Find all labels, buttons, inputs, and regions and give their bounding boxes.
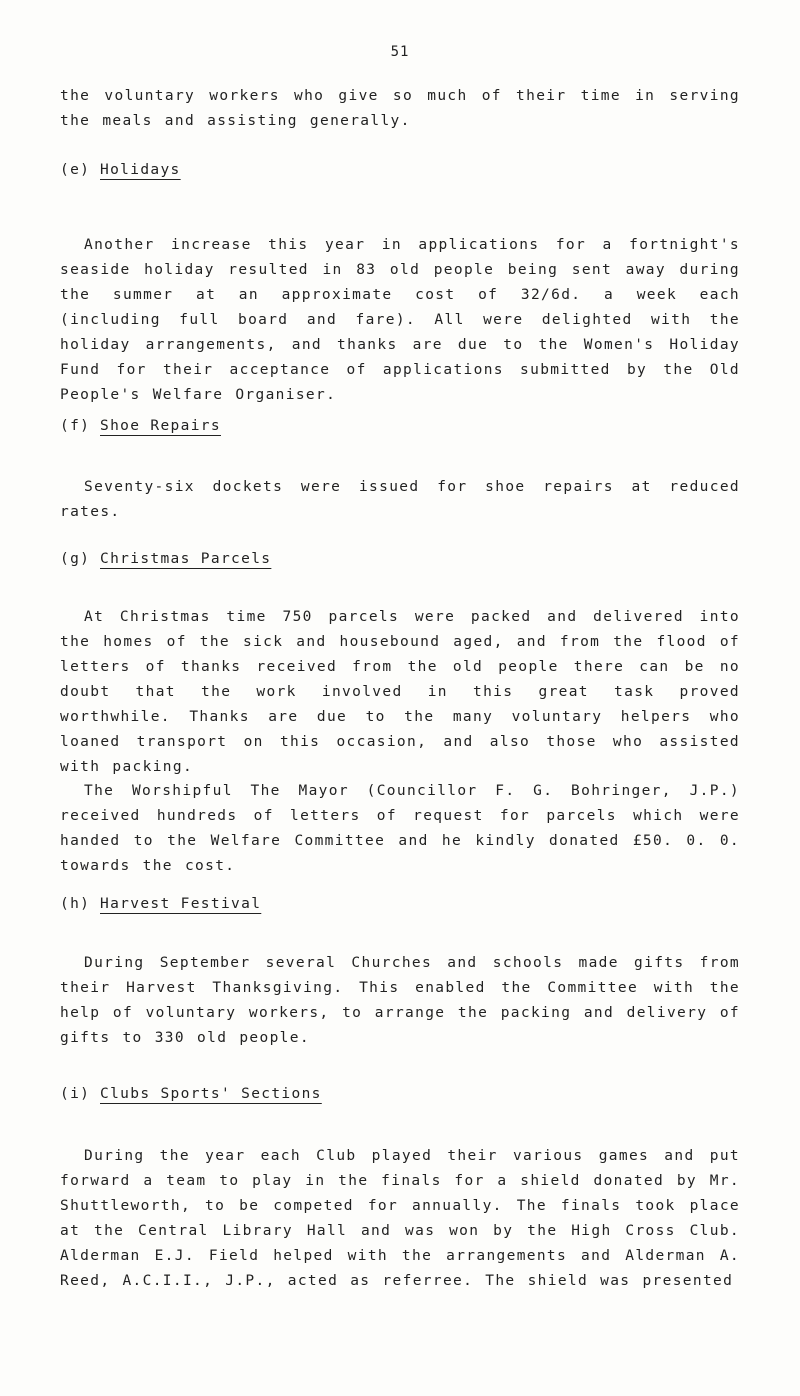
- harvest-festival-paragraph: During September several Churches and schools made gifts from their Harvest Thanksgiving. This enabled the Committee with the help of voluntary workers, to arrange the packing and delivery of gifts to 330 old people.: [60, 955, 740, 1046]
- section-title: Clubs Sports' Sections: [100, 1086, 322, 1102]
- section-letter: (f): [60, 418, 91, 434]
- page-number: 51: [390, 44, 410, 60]
- section-heading-harvest-festival: [60, 896, 261, 912]
- clubs-sports-paragraph: During the year each Club played their various games and put forward a team to play in the finals for a shield donated by Mr. Shuttleworth, to be competed for annually. The finals took place at the Central Library Hall and was won by the High Cross Club. Alderman E.J. Field helped with the arrangements and Alderman A. Reed, A.C.I.I., J.P., acted as referree. The shield was presented: [60, 1148, 740, 1289]
- section-heading-holidays: [60, 162, 181, 178]
- section-title: Shoe Repairs: [100, 418, 221, 434]
- section-letter: (h): [60, 896, 91, 912]
- section-letter: (i): [60, 1086, 91, 1102]
- section-title: Christmas Parcels: [100, 551, 272, 567]
- section-title: Holidays: [100, 162, 181, 178]
- christmas-parcels-paragraph-1: At Christmas time 750 parcels were packed and delivered into the homes of the sick and housebound aged, and from the flood of letters of thanks received from the old people there can be no doubt that the work involved in this great task proved worthwhile. Thanks are due to the many voluntary helpers who loaned transport on this occasion, and also those who assisted with packing.: [60, 609, 740, 775]
- section-heading-shoe-repairs: [60, 418, 221, 434]
- section-heading-clubs-sports: [60, 1086, 322, 1102]
- section-heading-christmas-parcels: [60, 551, 271, 567]
- section-letter: (e): [60, 162, 91, 178]
- continuation-paragraph: the voluntary workers who give so much of their time in serving the meals and assisting generally.: [60, 88, 740, 129]
- section-letter: (g): [60, 551, 91, 567]
- holidays-paragraph: Another increase this year in applications for a fortnight's seaside holiday resulted in 83 old people being sent away during the summer at an approximate cost of 32/6d. a week each (including full board and fare). All were delighted with the holiday arrangements, and thanks are due to the Women's Holiday Fund for their acceptance of applications submitted by the Old People's Welfare Organiser.: [60, 237, 740, 403]
- section-title: Harvest Festival: [100, 896, 262, 912]
- christmas-parcels-paragraph-2: The Worshipful The Mayor (Councillor F. G. Bohringer, J.P.) received hundreds of letters of request for parcels which were handed to the Welfare Committee and he kindly donated £50. 0. 0. towards the cost.: [60, 783, 740, 874]
- shoe-repairs-paragraph: Seventy-six dockets were issued for shoe repairs at reduced rates.: [60, 479, 740, 520]
